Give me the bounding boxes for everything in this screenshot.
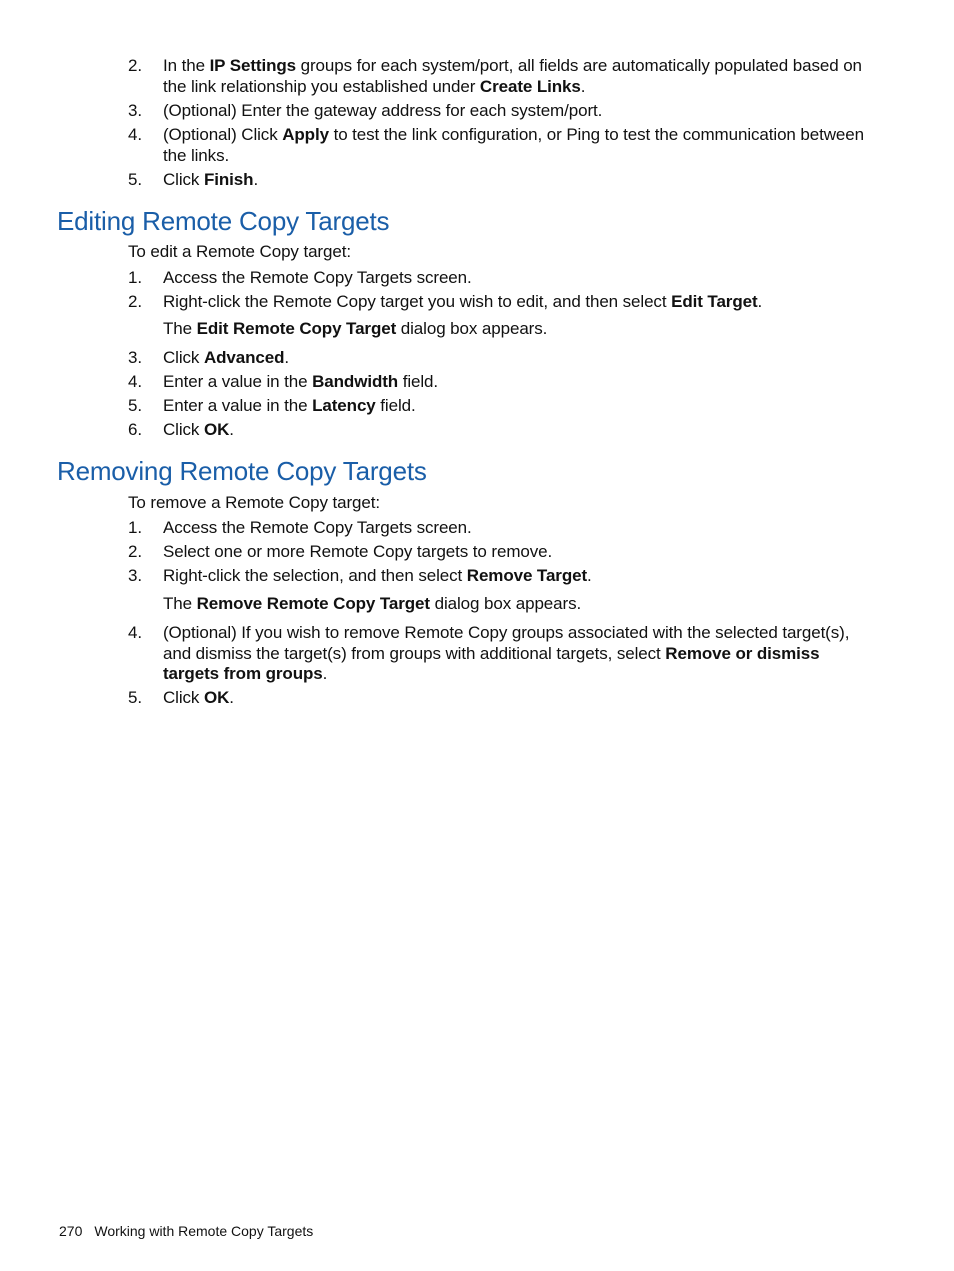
step-text: Click OK.	[163, 688, 234, 707]
page-number: 270	[59, 1223, 83, 1239]
ui-term: Advanced	[203, 348, 285, 367]
step-text: (Optional) Enter the gateway address for each system/port.	[163, 101, 603, 120]
step-text: Enter a value in the Bandwidth field.	[163, 372, 439, 391]
step-text: (Optional) Click Apply to test the link configuration, or Ping to test the communication between the links.	[163, 125, 864, 165]
step-number: 6.	[128, 420, 142, 439]
ui-term: Remove Target	[466, 566, 588, 585]
step-number: 2.	[128, 292, 142, 311]
step-number: 4.	[128, 623, 142, 642]
step-text: Click OK.	[163, 420, 234, 439]
ui-term: Remove Remote Copy Target	[196, 594, 430, 613]
step-text: Right-click the Remote Copy target you wish to edit, and then select Edit Target.	[163, 292, 763, 311]
ui-term: Bandwidth	[312, 372, 399, 391]
ui-term: Edit Target	[671, 292, 758, 311]
step-text: In the IP Settings groups for each system/port, all fields are automatically populated based on the link relationship you established under Create Links.	[163, 56, 862, 96]
step-text: Enter a value in the Latency field.	[163, 396, 416, 415]
section-intro: To edit a Remote Copy target:	[128, 242, 351, 261]
ui-term: Finish	[203, 170, 254, 189]
ui-term: Remove or dismiss targets from groups	[163, 643, 820, 683]
ui-term: IP Settings	[209, 56, 297, 75]
step-number: 3.	[128, 566, 142, 585]
step-text: Access the Remote Copy Targets screen.	[163, 518, 472, 537]
step-number: 2.	[128, 56, 142, 75]
ui-term: Apply	[282, 125, 329, 144]
ui-term: Edit Remote Copy Target	[196, 319, 397, 338]
step-text: (Optional) If you wish to remove Remote Copy groups associated with the selected target(s), and dismiss the target(s) from groups with additional targets, select Remove or dismiss targets from groups.	[163, 623, 850, 683]
step-number: 3.	[128, 101, 142, 120]
ui-term: Latency	[312, 396, 376, 415]
step-number: 5.	[128, 688, 142, 707]
step-number: 4.	[128, 372, 142, 391]
section-heading-removing: Removing Remote Copy Targets	[57, 456, 427, 486]
step-text: Right-click the selection, and then select Remove Target.	[163, 566, 592, 585]
ui-term: OK	[203, 688, 230, 707]
section-heading-editing: Editing Remote Copy Targets	[57, 206, 390, 236]
step-number: 2.	[128, 542, 142, 561]
step-text: Select one or more Remote Copy targets to remove.	[163, 542, 553, 561]
step-note: The Edit Remote Copy Target dialog box appears.	[163, 319, 548, 338]
ui-term: Create Links	[479, 76, 581, 96]
footer-title: Working with Remote Copy Targets	[94, 1223, 314, 1239]
step-note: The Remove Remote Copy Target dialog box appears.	[163, 594, 582, 613]
step-number: 4.	[128, 125, 142, 144]
step-text: Access the Remote Copy Targets screen.	[163, 268, 472, 287]
step-number: 5.	[128, 396, 142, 415]
ui-term: OK	[203, 420, 230, 439]
step-number: 3.	[128, 348, 142, 367]
step-text: Click Finish.	[163, 170, 259, 189]
step-number: 1.	[128, 518, 142, 537]
step-text: Click Advanced.	[163, 348, 290, 367]
step-number: 1.	[128, 268, 142, 287]
step-number: 5.	[128, 170, 142, 189]
section-intro: To remove a Remote Copy target:	[128, 493, 381, 512]
page-footer	[59, 1222, 313, 1240]
